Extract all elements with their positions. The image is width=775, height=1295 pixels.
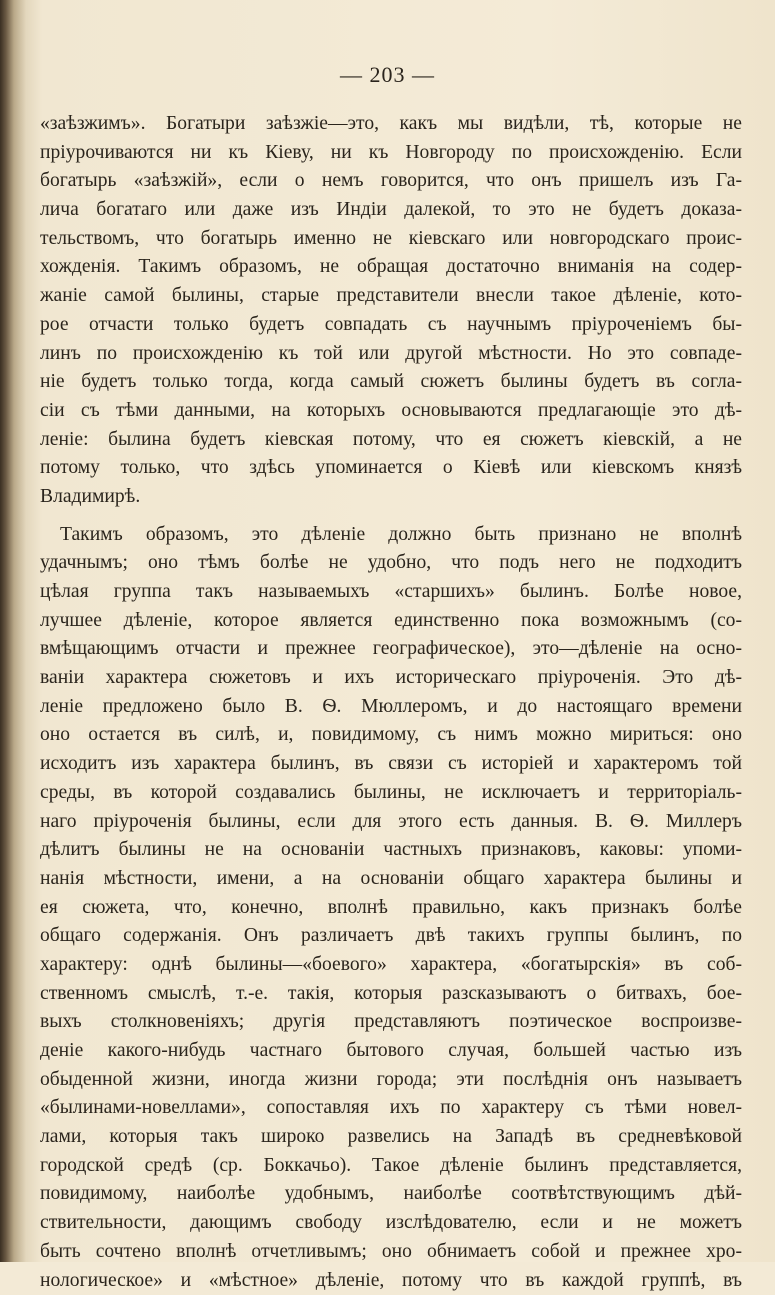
body-text bbox=[40, 110, 742, 1295]
paragraph-gap bbox=[40, 512, 742, 521]
text-line: линъ по происхожденію къ той или другой мѣстности. Но это совпаде- bbox=[40, 340, 742, 369]
text-line: повидимому, наиболѣе удобнымъ, наиболѣе соотвѣтствующимъ дѣй- bbox=[40, 1180, 742, 1209]
text-line: «былинами-новеллами», сопоставляя ихъ по характеру съ тѣми новел- bbox=[40, 1094, 742, 1123]
text-line: лучшее дѣленіе, которое является единственно пока возможнымъ (со- bbox=[40, 607, 742, 636]
text-line: общаго содержанія. Онъ различаетъ двѣ такихъ группы былинъ, по bbox=[40, 922, 742, 951]
text-line: вмѣщающимъ отчасти и прежнее географическое), это—дѣленіе на осно- bbox=[40, 635, 742, 664]
text-line: Такимъ образомъ, это дѣленіе должно быть признано не вполнѣ bbox=[40, 521, 742, 550]
text-line: потому только, что здѣсь упоминается о Кіевѣ или кіевскомъ князѣ bbox=[40, 454, 742, 483]
text-line: богатырь «заѣзжій», если о немъ говорится, что онъ пришелъ изъ Га- bbox=[40, 167, 742, 196]
text-line: ваніи характера сюжетовъ и ихъ историческаго пріуроченія. Это дѣ- bbox=[40, 664, 742, 693]
text-line: деніе какого-нибудь частнаго бытового случая, большей частью изъ bbox=[40, 1037, 742, 1066]
text-line: лича богатаго или даже изъ Индіи далекой, то это не будетъ доказа- bbox=[40, 196, 742, 225]
text-line: наго пріуроченія былины, если для этого есть данныя. В. Ѳ. Миллеръ bbox=[40, 808, 742, 837]
text-line: сіи съ тѣми данными, на которыхъ основываются предлагающіе это дѣ- bbox=[40, 397, 742, 426]
text-line: леніе предложено было В. Ѳ. Мюллеромъ, и до настоящаго времени bbox=[40, 693, 742, 722]
text-line: рое отчасти только будетъ совпадать съ научнымъ пріуроченіемъ бы- bbox=[40, 311, 742, 340]
text-line: нанія мѣстности, имени, а на основаніи общаго характера былины и bbox=[40, 865, 742, 894]
text-line: обыденной жизни, иногда жизни города; эти послѣднія онъ называетъ bbox=[40, 1066, 742, 1095]
paragraph bbox=[40, 521, 742, 1295]
text-line: пріурочиваются ни къ Кіеву, ни къ Новгороду по происхожденію. Если bbox=[40, 139, 742, 168]
paragraph bbox=[40, 110, 742, 512]
text-line: удачнымъ; оно тѣмъ болѣе не удобно, что подъ него не подходитъ bbox=[40, 549, 742, 578]
text-line: тельствомъ, что богатырь именно не кіевскаго или новгородскаго проис- bbox=[40, 225, 742, 254]
text-line: ствительности, дающимъ свободу изслѣдователю, если и не можетъ bbox=[40, 1209, 742, 1238]
text-line: цѣлая группа такъ называемыхъ «старшихъ» былинъ. Болѣе новое, bbox=[40, 578, 742, 607]
text-line: леніе: былина будетъ кіевская потому, что ея сюжетъ кіевскій, а не bbox=[40, 426, 742, 455]
text-line: лами, которыя такъ широко развелись на Западѣ въ средневѣковой bbox=[40, 1123, 742, 1152]
text-line: хожденія. Такимъ образомъ, не обращая достаточно вниманія на содер- bbox=[40, 253, 742, 282]
text-line: ніе будетъ только тогда, когда самый сюжетъ былины будетъ въ согла- bbox=[40, 368, 742, 397]
text-line: среды, въ которой создавались былины, не исключаетъ и территоріаль- bbox=[40, 779, 742, 808]
text-line: быть сочтено вполнѣ отчетливымъ; оно обнимаетъ собой и прежнее хро- bbox=[40, 1238, 742, 1267]
text-line: оно остается въ силѣ, и, повидимому, съ нимъ можно мириться: оно bbox=[40, 721, 742, 750]
text-line: выхъ столкновеніяхъ; другія представляютъ поэтическое воспроизве- bbox=[40, 1008, 742, 1037]
text-line: дѣлитъ былины не на основаніи частныхъ признаковъ, каковы: упоми- bbox=[40, 836, 742, 865]
text-line: ея сюжета, что, конечно, вполнѣ правильно, какъ признакъ болѣе bbox=[40, 894, 742, 923]
text-line: характеру: однѣ былины—«боевого» характера, «богатырскія» въ соб- bbox=[40, 951, 742, 980]
page-number: — 203 — bbox=[0, 62, 775, 88]
text-line: ственномъ смыслѣ, т.-е. такія, которыя разсказываютъ о битвахъ, бое- bbox=[40, 980, 742, 1009]
text-line: городской средѣ (ср. Боккачьо). Такое дѣленіе былинъ представляется, bbox=[40, 1152, 742, 1181]
text-line: «заѣзжимъ». Богатыри заѣзжіе—это, какъ мы видѣли, тѣ, которые не bbox=[40, 110, 742, 139]
text-line: жаніе самой былины, старые представители внесли такое дѣленіе, кото- bbox=[40, 282, 742, 311]
text-line: нологическое» и «мѣстное» дѣленіе, потому что въ каждой группѣ, въ bbox=[40, 1267, 742, 1295]
text-line: Владимирѣ. bbox=[40, 483, 742, 512]
text-line: исходитъ изъ характера былинъ, въ связи съ исторіей и характеромъ той bbox=[40, 750, 742, 779]
